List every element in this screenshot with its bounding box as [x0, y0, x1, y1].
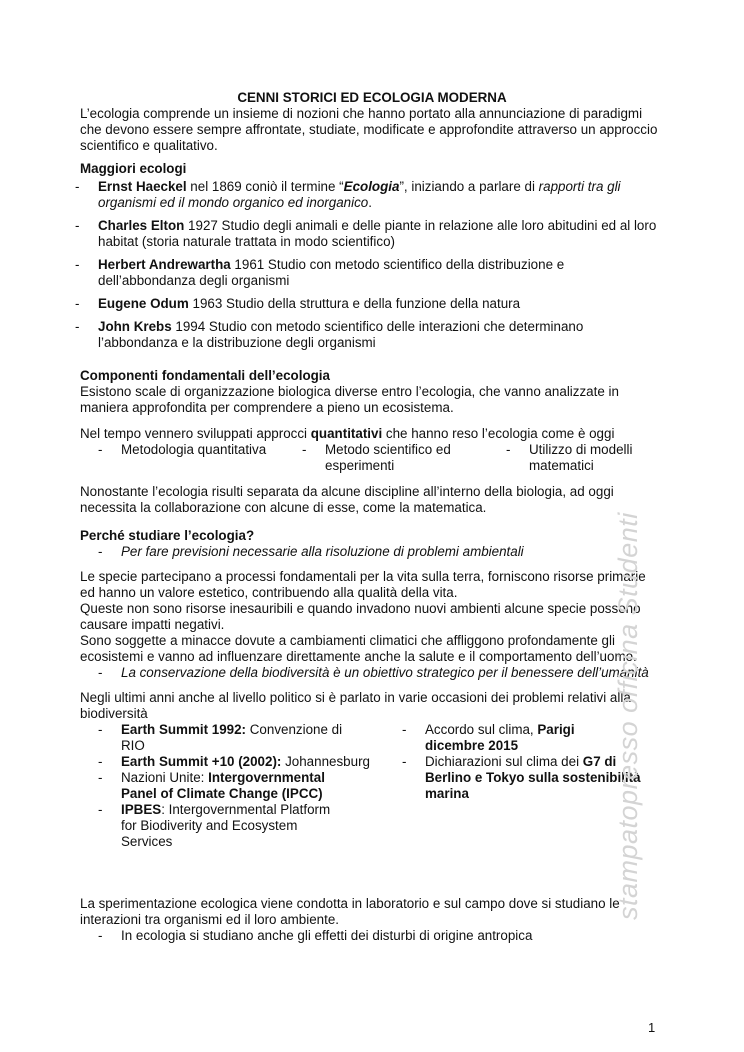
bullet-text: In ecologia si studiano anche gli effetti dei disturbi di origine antropica	[121, 928, 533, 943]
list-item-elton	[75, 218, 660, 250]
event-bold: Intergovernmental Panel of Climate Change (IPCC)	[121, 770, 325, 801]
list-item-andrewartha	[75, 257, 660, 289]
bullet-italic-text: Per fare previsioni necessarie alla risoluzione di problemi ambientali	[121, 544, 524, 559]
paragraph-text: che hanno reso l’ecologia come è oggi	[382, 426, 615, 441]
event-text: Nazioni Unite:	[121, 770, 209, 785]
components-paragraph-3: Nonostante l’ecologia risulti separata da alcune discipline all’interno della biologia, ad oggi necessita la collaborazione con alcune di esse, come la matematica.	[80, 484, 614, 515]
event-text: : Intergovernmental Platform for Biodiverity and Ecosystem Services	[121, 802, 331, 849]
list-item-haeckel	[75, 179, 660, 211]
experimentation-section	[80, 896, 660, 944]
item-text: 1961 Studio con metodo scientifico della distribuzione e dell’abbondanza degli organismi	[98, 257, 565, 288]
page-title: CENNI STORICI ED ECOLOGIA MODERNA	[237, 90, 507, 105]
dash-bullet: -	[98, 770, 103, 785]
event-text: Accordo sul clima,	[425, 722, 538, 737]
approach-item	[488, 442, 659, 474]
event-item	[80, 802, 384, 850]
why-paragraph-1: Le specie partecipano a processi fondamentali per la vita sulla terra, forniscono risorse primarie ed hanno un valore estetico, contribuendo alla qualità della vita.	[80, 569, 646, 600]
experimentation-bullet	[80, 928, 660, 944]
approach-text: Metodologia quantitativa	[121, 442, 267, 457]
event-bold: Earth Summit 1992:	[121, 722, 247, 737]
list-item-odum	[75, 296, 660, 312]
event-text: Johannesburg	[281, 754, 370, 769]
components-section	[80, 368, 660, 516]
item-italic-text: rapporti tra gli organismi ed il mondo organico ed inorganico	[98, 179, 621, 210]
event-bold: Parigi dicembre 2015	[425, 722, 575, 753]
dash-bullet: -	[402, 722, 407, 737]
dash-bullet: -	[98, 754, 103, 769]
ecologist-name: Charles Elton	[98, 218, 185, 233]
experimentation-paragraph: La sperimentazione ecologica viene condotta in laboratorio e sul campo dove si studiano le interazioni tra organismi ed il loro ambiente.	[80, 896, 620, 927]
approach-text: Metodo scientifico ed esperimenti	[325, 442, 451, 473]
dash-bullet: -	[75, 218, 80, 233]
dash-bullet: -	[75, 179, 80, 194]
page-number: 1	[648, 1020, 656, 1035]
bold-term: quantitativi	[310, 426, 383, 441]
paragraph-text: Nel tempo vennero sviluppati approcci	[80, 426, 311, 441]
ecologia-term: Ecologia	[343, 179, 400, 194]
event-bold: IPBES	[121, 802, 162, 817]
watermark-text: stampatopresso officina Studenti	[613, 512, 643, 920]
dash-bullet: -	[98, 722, 103, 737]
event-bold: G7 di Berlino e Tokyo sulla sostenibilità marina	[425, 754, 641, 801]
why-paragraph-4: Negli ultimi anni anche al livello politico si è parlato in varie occasioni dei problemi relativi alla biodiversità	[80, 690, 631, 721]
dash-bullet: -	[98, 544, 103, 559]
why-paragraph-2: Queste non sono risorse inesauribili e quando invadono nuovi ambienti alcune specie possono causare impatti negativi.	[80, 601, 641, 632]
why-paragraph-3: Sono soggette a minacce dovute a cambiamenti climatici che affliggono profondamente gli ecosistemi e vanno ad influenzare direttamente anche la salute e il comportamento dell’uomo.	[80, 633, 637, 664]
item-text: 1963 Studio della struttura e della funzione della natura	[188, 296, 521, 311]
components-heading: Componenti fondamentali dell’ecologia	[80, 368, 330, 383]
dash-bullet: -	[302, 442, 307, 457]
why-bullet-1	[80, 544, 660, 560]
ecologist-name: Ernst Haeckel	[98, 179, 187, 194]
approach-item	[284, 442, 488, 474]
dash-bullet: -	[75, 257, 80, 272]
why-section	[80, 528, 660, 850]
ecologist-name: Eugene Odum	[98, 296, 189, 311]
event-bold: Earth Summit +10 (2002):	[121, 754, 282, 769]
approach-text: Utilizzo di modelli matematici	[529, 442, 633, 473]
event-text: Convenzione di RIO	[121, 722, 343, 753]
item-text: ”, iniziando a parlare di	[399, 179, 539, 194]
events-left-column	[80, 722, 384, 850]
bullet-italic-text: La conservazione della biodiversità è un obiettivo strategico per il benessere dell’umanità	[121, 665, 649, 680]
ecologists-section	[75, 161, 660, 351]
ecologist-name: John Krebs	[98, 319, 172, 334]
event-item	[80, 754, 384, 770]
events-list	[80, 722, 660, 850]
dash-bullet: -	[75, 319, 80, 334]
item-text: nel 1869 coniò il termine “	[186, 179, 344, 194]
ecologist-name: Herbert Andrewartha	[98, 257, 231, 272]
approaches-list	[80, 442, 660, 474]
why-bullet-2	[80, 665, 660, 681]
dash-bullet: -	[98, 442, 103, 457]
why-heading: Perché studiare l’ecologia?	[80, 528, 255, 543]
components-paragraph-2	[80, 426, 660, 442]
item-text: 1927 Studio degli animali e delle piante in relazione alle loro abitudini ed al loro habitat (storia naturale trattata in modo scientifico)	[98, 218, 657, 249]
components-paragraph-1: Esistono scale di organizzazione biologica diverse entro l’ecologia, che vanno analizzate in maniera approfondita per comprendere a pieno un ecosistema.	[80, 384, 619, 415]
event-item	[80, 722, 384, 754]
item-text: 1994 Studio con metodo scientifico delle interazioni che determinano l’abbondanza e la distribuzione degli organismi	[98, 319, 584, 350]
event-text: Dichiarazioni sul clima dei	[425, 754, 583, 769]
approach-item	[80, 442, 284, 474]
item-text: .	[368, 195, 372, 210]
dash-bullet: -	[506, 442, 511, 457]
ecologists-heading: Maggiori ecologi	[80, 161, 187, 176]
dash-bullet: -	[98, 928, 103, 943]
dash-bullet: -	[98, 665, 103, 680]
dash-bullet: -	[75, 296, 80, 311]
dash-bullet: -	[402, 754, 407, 769]
intro-paragraph: L’ecologia comprende un insieme di nozioni che hanno portato alla annunciazione di paradigmi che devono essere sempre affrontate, studiate, modificate e approfondite attraverso un approccio scientifico e qualitativo.	[80, 106, 658, 153]
list-item-krebs	[75, 319, 660, 351]
dash-bullet: -	[98, 802, 103, 817]
event-item	[80, 770, 384, 802]
